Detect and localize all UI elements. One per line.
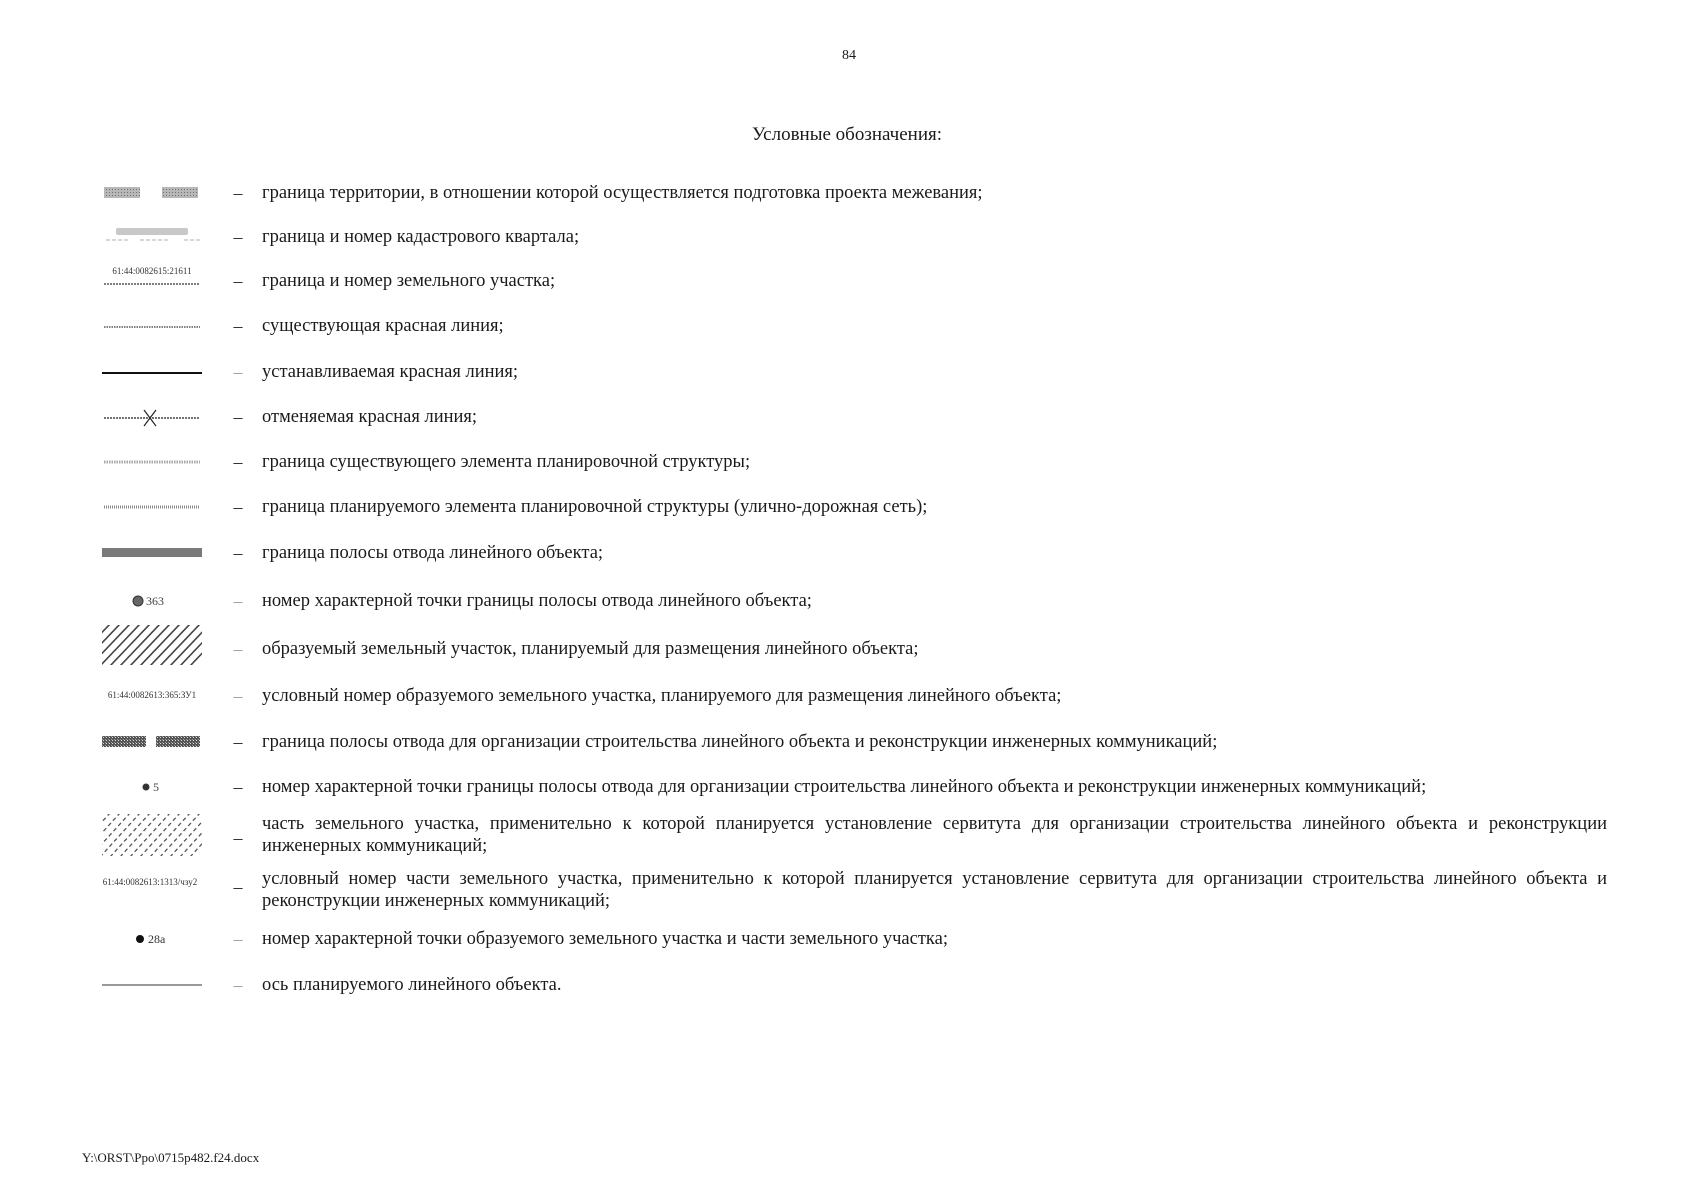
legend-description: условный номер образуемого земельного участка, планируемого для размещения линейного объекта;	[262, 686, 1062, 706]
legend-dash: –	[233, 591, 243, 611]
hatched-segments-gray-symbol	[100, 186, 204, 200]
servitude-part-code: 61:44:0082613:1313/чзу2	[102, 877, 198, 887]
dark-hatched-segments-symbol	[100, 734, 204, 750]
legend-dash: –	[233, 639, 243, 659]
legend-description: отменяемая красная линия;	[262, 407, 478, 427]
legend-title: Условные обозначения:	[752, 124, 943, 145]
legend-dash: –	[233, 227, 243, 247]
thick-gray-bar-symbol	[100, 547, 204, 559]
small-point-number: 5	[153, 780, 159, 794]
legend-description: номер характерной точки границы полосы отвода линейного объекта;	[262, 591, 812, 611]
new-plot-code: 61:44:0082613:365:ЗУ1	[107, 690, 197, 700]
legend-dash: –	[233, 452, 243, 472]
legend-description: существующая красная линия;	[262, 316, 504, 336]
legend-dash: –	[233, 316, 243, 336]
solid-line-symbol	[100, 370, 204, 376]
legend-dash: –	[233, 777, 243, 797]
thin-dotted-line-symbol	[100, 324, 204, 330]
legend-description: номер характерной точки границы полосы отвода для организации строительства линейного объекта и реконструкции инженерных коммуникаций;	[262, 777, 1427, 797]
legend-description: условный номер части земельного участка, применительно к которой планируется установление сервитута для организации строительства линейного объекта и реконструкции инженерных коммуникаций;	[262, 869, 1607, 911]
dashed-diagonal-hatch-symbol	[100, 813, 204, 857]
legend-dash: –	[233, 732, 243, 752]
legend-dash: –	[233, 877, 243, 897]
legend-description: часть земельного участка, применительно к которой планируется установление сервитута для организации строительства линейного объекта и реконструкции инженерных коммуникаций;	[262, 814, 1607, 856]
dotted-band-symbol	[100, 504, 204, 510]
point-with-number-symbol	[100, 590, 204, 612]
black-point-with-number-symbol	[100, 930, 204, 948]
legend-dash: –	[233, 828, 243, 848]
legend-description: номер характерной точки образуемого земельного участка и части земельного участка;	[262, 929, 948, 949]
crossed-line-symbol	[100, 408, 204, 428]
point-number: 363	[146, 594, 164, 608]
legend-description: ось планируемого линейного объекта.	[262, 975, 562, 995]
legend-dash: –	[233, 362, 243, 382]
legend-dash: –	[233, 407, 243, 427]
black-point-marker-icon	[136, 935, 144, 943]
small-point-marker-icon	[143, 784, 150, 791]
light-dotted-band-symbol	[100, 459, 204, 465]
legend-description: граница полосы отвода линейного объекта;	[262, 543, 604, 563]
legend-description: граница и номер земельного участка;	[262, 271, 556, 291]
black-point-number: 28а	[148, 932, 166, 946]
legend-description: граница и номер кадастрового квартала;	[262, 227, 580, 247]
thin-solid-line-symbol	[100, 982, 204, 988]
servitude-code-symbol	[100, 874, 204, 890]
legend-dash: –	[233, 686, 243, 706]
legend-dash: –	[233, 543, 243, 563]
legend-description: граница существующего элемента планировочной структуры;	[262, 452, 751, 472]
legend-dash: –	[233, 975, 243, 995]
legend-description: граница полосы отвода для организации строительства линейного объекта и реконструкции инженерных коммуникаций;	[262, 732, 1218, 752]
diagonal-hatch-symbol	[100, 624, 204, 666]
legend-dash: –	[233, 271, 243, 291]
land-plot-boundary-symbol	[100, 264, 204, 290]
legend-description: образуемый земельный участок, планируемый для размещения линейного объекта;	[262, 639, 919, 659]
legend-description: граница территории, в отношении которой осуществляется подготовка проекта межевания;	[262, 183, 983, 203]
legend-description: граница планируемого элемента планировочной структуры (улично-дорожная сеть);	[262, 497, 928, 517]
point-marker-icon	[133, 596, 143, 606]
legend-dash: –	[233, 929, 243, 949]
small-point-with-number-symbol	[100, 778, 204, 796]
legend-dash: –	[233, 183, 243, 203]
plot-code-symbol	[100, 687, 204, 703]
legend-description: устанавливаемая красная линия;	[262, 362, 519, 382]
legend-dash: –	[233, 497, 243, 517]
page-number: 84	[842, 48, 856, 63]
land-plot-number: 61:44:0082615:21611	[112, 266, 192, 276]
cadastral-quarter-boundary-symbol	[100, 226, 204, 248]
file-path: Y:\ORST\Ppo\0715p482.f24.docx	[82, 1150, 260, 1165]
